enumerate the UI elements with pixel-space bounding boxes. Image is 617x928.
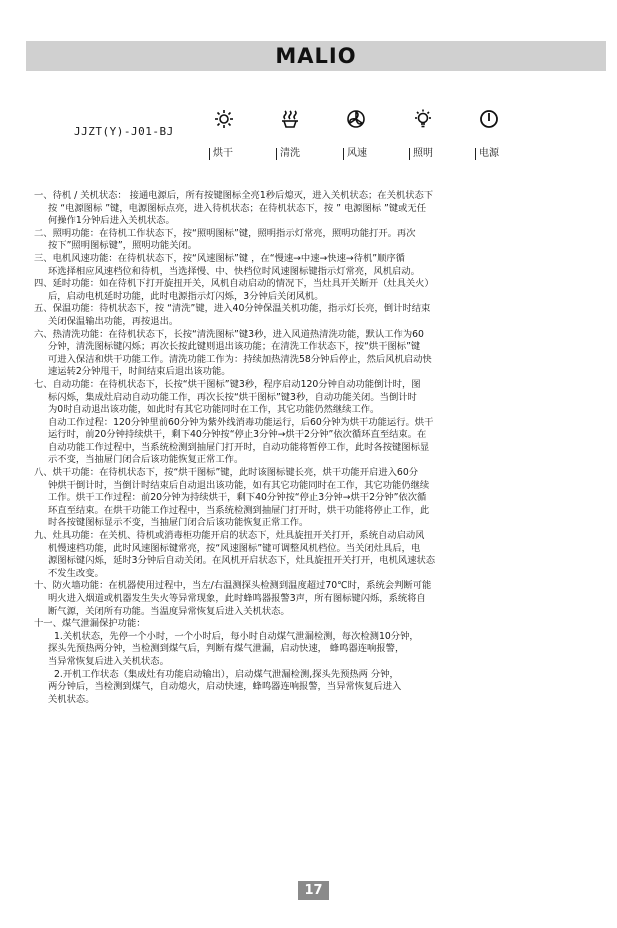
text-line: 运行时，前20分钟持续烘干，剩下40分钟按“停止3分钟→烘干2分钟”依次循环直至结束。在 xyxy=(48,429,427,441)
fan-speed-icon xyxy=(346,109,366,129)
power-icon xyxy=(479,109,499,129)
page-number: 17 xyxy=(298,881,329,900)
steam-clean-icon xyxy=(280,109,300,129)
text-line: 1.关机状态，先停一个小时，一个小时后，每小时自动煤气泄漏检测，每次检测10分钟， xyxy=(54,630,419,642)
text-line: 探头先预热两分钟，当检测到煤气后，判断有煤气泄漏，启动快速， 蜂鸣器连响报警， xyxy=(48,643,405,655)
light-bulb-icon xyxy=(413,109,433,129)
text-line: 关闭保温输出功能，再按退出。 xyxy=(48,315,179,327)
text-line: 示不变，当抽屉门闭合后该功能恢复正常工作。 xyxy=(48,454,244,466)
text-line: 关机状态。 xyxy=(48,693,95,705)
text-line: 按 “电源图标 ”键，电源图标点亮，进入待机状态；在待机状态下，按 ” 电源图标 ”键或无任 xyxy=(48,202,427,214)
text-line: 七、自动功能：在待机状态下，长按“烘干图标”键3秒，程序启动120分钟自动功能倒计时，图 xyxy=(34,378,421,390)
label-light: 照明 xyxy=(409,148,435,160)
text-line: 三、电机风速功能：在待机状态下，按“风速图标”键 ，在“慢速→中速→快速→待机”顺序循 xyxy=(34,252,405,264)
text-line: 可进入保洁和烘干功能工作。清洗功能工作为：持续加热清洗58分钟后停止，然后风机启动快 xyxy=(48,353,432,365)
text-line: 为0时自动退出该功能，如此时有其它功能同时在工作，其它功能仍然继续工作。 xyxy=(48,404,380,416)
text-line: 二、照明功能：在待机工作状态下，按“照明图标”键，照明指示灯常亮，照明功能打开。再次 xyxy=(34,227,416,239)
text-line: 环选择相应风速档位和待机，当选择慢、中、快档位时风速图标键指示灯常亮，风机启动。 xyxy=(48,265,420,277)
text-line: 断气源，关闭所有功能。当温度异常恢复后进入关机状态。 xyxy=(48,605,290,617)
model-number: JJZT(Y)-J01-BJ xyxy=(74,125,174,138)
instructions-body xyxy=(34,190,559,706)
text-line: 标闪烁，集成灶启动自动功能工作，再次长按“烘干图标”键3秒，自动功能关闭。当倒计时 xyxy=(48,391,417,403)
text-line: 2.开机工作状态（集成灶有功能启动输出），启动煤气泄漏检测,探头先预热两 分钟， xyxy=(54,668,399,680)
brand-header-bar xyxy=(26,41,606,71)
text-line: 四、延时功能：如在待机下打开旋扭开关，风机自动启动的情况下，当灶具开关断开（灶具关火） xyxy=(34,278,434,290)
text-line: 环直至结束。在烘干功能工作过程中，当系统检测到抽屉门打开时，烘干功能将停止工作，此 xyxy=(48,504,430,516)
text-line: 九、灶具功能：在关机、待机或消毒柜功能开启的状态下，灶具旋扭开关打开，系统自动启动风 xyxy=(34,530,425,542)
text-line: 明火进入烟道或机器发生失火等异常现象，此时蜂鸣器报警3声，所有图标键闪烁，系统将自 xyxy=(48,593,426,604)
text-line: 按下”照明图标键”，照明功能关闭。 xyxy=(48,240,198,252)
text-line: 钟烘干倒计时，当倒计时结束后自动退出该功能，如有其它功能同时在工作，其它功能仍继续 xyxy=(48,479,430,491)
text-line: 五、保温功能：待机状态下，按 “清洗”键，进入40分钟保温关机功能，指示灯长亮，倒计时结束 xyxy=(34,303,431,315)
label-clean: 清洗 xyxy=(276,148,302,160)
text-line: 一、待机 / 关机状态： 接通电源后，所有按键图标全亮1秒后熄灭，进入关机状态；在关机状态下 xyxy=(34,190,434,201)
text-line: 自动工作过程：120分钟里前60分钟为紫外线消毒功能运行，后60分钟为烘干功能运行。烘干 xyxy=(48,416,434,428)
text-line: 源图标键闪烁，延时3分钟后自动关闭。在风机开启状态下，灶具旋扭开关打开，电机风速状态 xyxy=(48,555,436,567)
text-line: 两分钟后，当检测到煤气，自动熄火，启动快速，蜂鸣器连响报警，当异常恢复后进入 xyxy=(48,681,402,693)
text-line: 十一、煤气泄漏保护功能： xyxy=(34,618,146,630)
text-line: 自动功能工作过程中，当系统检测到抽屉门打开时，自动功能将暂停工作，此时各按键图标显 xyxy=(48,441,430,453)
text-line: 速运转2分钟甩干，时间结束后退出该功能。 xyxy=(48,366,231,378)
text-line: 当异常恢复后进入关机状态。 xyxy=(48,655,169,667)
label-dry: 烘干 xyxy=(209,148,235,160)
label-fan-speed: 风速 xyxy=(343,148,369,160)
text-line: 分钟，清洗图标键闪烁；再次长按此键则退出该功能；在清洗工作状态下，按“烘干图标”键 xyxy=(48,341,421,353)
brand-logo: MALIO xyxy=(275,44,357,68)
text-line: 机慢速档功能，此时风速图标键常亮，按“风速图标”键可调整风机档位。当关闭灶具后，电 xyxy=(48,542,421,554)
text-line: 何操作1分钟后进入关机状态。 xyxy=(48,215,175,227)
text-line: 六、热清洗功能：在待机状态下，长按“清洗图标”键3秒，进入风道热清洗功能，默认工作为60 xyxy=(34,328,424,340)
text-line: 工作。烘干工作过程：前20分钟为持续烘干，剩下40分钟按“停止3分钟→烘干2分钟”依次循 xyxy=(48,492,427,504)
text-line: 十、防火墙功能：在机器使用过程中，当左/右温测探头检测到温度超过70℃时，系统会判断可能 xyxy=(34,580,432,592)
text-line: 时各按键图标显示不变，当抽屉门闭合后该功能恢复正常工作。 xyxy=(48,517,309,529)
sun-dry-icon xyxy=(214,109,234,129)
text-line: 不发生改变。 xyxy=(48,567,104,579)
text-line: 后，启动电机延时功能，此时电源指示灯闪烁，3分钟后关闭风机。 xyxy=(48,290,324,302)
label-power: 电源 xyxy=(475,148,501,160)
text-line: 八、烘干功能：在待机状态下，按“烘干图标”键，此时该图标键长亮，烘干功能开启进入60分 xyxy=(34,467,419,479)
